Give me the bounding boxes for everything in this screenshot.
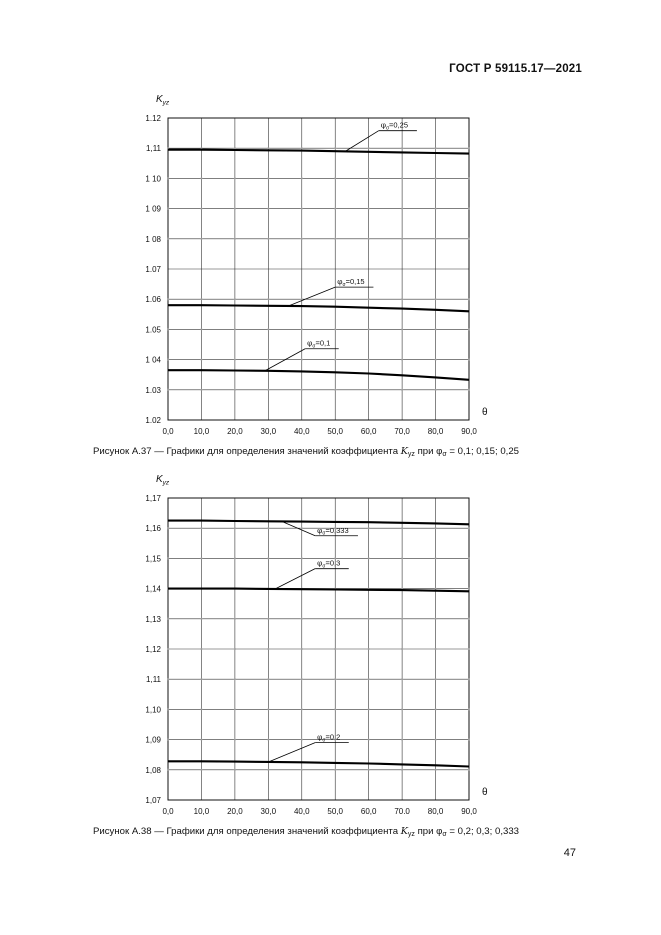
- grid-marker: [334, 238, 336, 240]
- grid-marker: [401, 389, 403, 391]
- grid-marker: [468, 328, 470, 330]
- grid-marker: [234, 147, 236, 149]
- grid-marker: [401, 769, 403, 771]
- grid-marker: [200, 328, 202, 330]
- grid-marker: [167, 618, 169, 620]
- grid-marker: [435, 208, 437, 210]
- y-tick-label: 1 10: [145, 174, 161, 184]
- grid-marker: [301, 557, 303, 559]
- grid-marker: [234, 208, 236, 210]
- grid-marker: [301, 618, 303, 620]
- annotation-label: [381, 121, 408, 132]
- grid-marker: [368, 208, 370, 210]
- grid-marker: [334, 359, 336, 361]
- grid-marker: [200, 678, 202, 680]
- y-tick-label: 1,15: [145, 554, 161, 564]
- x-tick-label: 30,0: [260, 427, 277, 436]
- x-tick-label: 0,0: [162, 807, 174, 816]
- chart-a38: [0, 466, 661, 832]
- grid-marker: [234, 389, 236, 391]
- caption-values: = 0,1; 0,15; 0,25: [449, 446, 519, 457]
- chart-a38-svg: [0, 466, 661, 832]
- grid-marker: [234, 177, 236, 179]
- y-axis-label-sub: yz: [162, 479, 170, 487]
- caption-symbol: K: [400, 826, 408, 837]
- grid-marker: [301, 769, 303, 771]
- caption-symbol: K: [400, 446, 408, 457]
- x-tick-label: 20,0: [227, 807, 243, 816]
- y-tick-label: 1.07: [145, 265, 161, 274]
- series-line: [168, 521, 469, 525]
- annotation-value: =0,3: [325, 558, 341, 568]
- grid-marker: [368, 328, 370, 330]
- grid-marker: [401, 359, 403, 361]
- grid-marker: [334, 618, 336, 620]
- grid-marker: [200, 389, 202, 391]
- y-tick-label: 1 08: [145, 234, 161, 244]
- grid-marker: [234, 618, 236, 620]
- annotation-label: [307, 339, 330, 350]
- y-tick-label: 1.05: [145, 325, 161, 335]
- grid-marker: [301, 147, 303, 149]
- grid-marker: [368, 708, 370, 710]
- grid-marker: [267, 359, 269, 361]
- grid-marker: [234, 557, 236, 559]
- y-tick-label: 1,17: [145, 494, 161, 503]
- x-tick-label: 60,0: [360, 427, 377, 436]
- grid-marker: [267, 648, 269, 650]
- y-axis-label: [156, 94, 170, 107]
- grid-marker: [234, 527, 236, 529]
- y-tick-label: 1,10: [145, 705, 161, 715]
- caption-a37: [93, 446, 519, 458]
- grid-marker: [234, 648, 236, 650]
- annotation-phi: φ: [317, 525, 323, 535]
- grid-marker: [368, 527, 370, 529]
- grid-marker: [234, 298, 236, 300]
- x-tick-label: 0,0: [162, 427, 174, 436]
- annotation-leader: [275, 569, 315, 589]
- grid-marker: [468, 238, 470, 240]
- annotation-value: =0,333: [325, 525, 349, 535]
- grid-marker: [200, 769, 202, 771]
- grid-marker: [167, 527, 169, 529]
- chart-a37: [0, 86, 661, 452]
- annotation-label: [317, 733, 340, 744]
- grid-marker: [334, 708, 336, 710]
- grid-marker: [301, 739, 303, 741]
- grid-marker: [368, 298, 370, 300]
- grid-marker: [435, 557, 437, 559]
- y-tick-label: 1,07: [145, 796, 161, 805]
- annotation-phi: φ: [307, 338, 313, 348]
- grid-marker: [435, 298, 437, 300]
- annotation-leader: [282, 521, 315, 535]
- x-tick-label: 80,0: [427, 427, 444, 436]
- grid-marker: [267, 739, 269, 741]
- grid-marker: [334, 208, 336, 210]
- grid-marker: [435, 739, 437, 741]
- grid-marker: [401, 739, 403, 741]
- grid-marker: [167, 208, 169, 210]
- grid-marker: [468, 147, 470, 149]
- grid-marker: [301, 238, 303, 240]
- annotation-value: =0.2: [325, 732, 341, 742]
- y-axis-label: [156, 474, 170, 487]
- x-tick-label: 60,0: [360, 807, 377, 816]
- annotation-sub: σ: [322, 563, 326, 570]
- y-axis-label-base: K: [156, 474, 163, 485]
- grid-marker: [401, 708, 403, 710]
- grid-marker: [301, 298, 303, 300]
- series-line: [168, 370, 469, 380]
- x-tick-label: 80,0: [427, 807, 444, 816]
- grid-marker: [435, 618, 437, 620]
- grid-marker: [167, 678, 169, 680]
- grid-marker: [435, 238, 437, 240]
- grid-marker: [468, 298, 470, 300]
- grid-marker: [234, 769, 236, 771]
- annotation-leader: [268, 743, 315, 762]
- grid-marker: [200, 298, 202, 300]
- grid-marker: [401, 298, 403, 300]
- grid-marker: [267, 208, 269, 210]
- annotation-leader: [288, 287, 335, 306]
- grid-marker: [435, 527, 437, 529]
- grid-marker: [234, 238, 236, 240]
- grid-marker: [468, 648, 470, 650]
- grid-marker: [267, 298, 269, 300]
- grid-marker: [368, 147, 370, 149]
- grid-marker: [401, 557, 403, 559]
- grid-marker: [267, 557, 269, 559]
- y-axis-label-sub: yz: [162, 99, 170, 107]
- grid-marker: [435, 678, 437, 680]
- grid-marker: [267, 147, 269, 149]
- grid-marker: [401, 238, 403, 240]
- y-tick-label: 1,11: [146, 144, 161, 154]
- grid-marker: [200, 648, 202, 650]
- y-tick-label: 1,12: [145, 645, 161, 654]
- y-tick-label: 1.03: [145, 385, 161, 395]
- grid-marker: [234, 359, 236, 361]
- y-tick-label: 1,13: [145, 614, 161, 624]
- grid-marker: [468, 708, 470, 710]
- grid-marker: [368, 618, 370, 620]
- grid-marker: [301, 208, 303, 210]
- y-tick-label: 1 04: [145, 355, 161, 365]
- annotation-sub: σ: [322, 530, 326, 537]
- grid-marker: [468, 769, 470, 771]
- grid-marker: [167, 177, 169, 179]
- grid-marker: [435, 769, 437, 771]
- grid-marker: [334, 769, 336, 771]
- grid-marker: [301, 389, 303, 391]
- x-tick-label: 10,0: [193, 807, 210, 816]
- x-tick-label: 90,0: [461, 427, 477, 436]
- grid-marker: [468, 527, 470, 529]
- grid-marker: [368, 739, 370, 741]
- annotation-value: =0,25: [389, 120, 409, 130]
- grid-marker: [468, 618, 470, 620]
- caption-middle: при: [417, 826, 434, 837]
- grid-marker: [435, 359, 437, 361]
- y-tick-label: 1,08: [145, 765, 161, 775]
- caption-phi-sub: σ: [442, 451, 447, 458]
- grid-marker: [200, 527, 202, 529]
- grid-marker: [401, 648, 403, 650]
- annotation-sub: σ: [312, 343, 316, 350]
- grid-marker: [200, 177, 202, 179]
- grid-marker: [234, 328, 236, 330]
- grid-marker: [267, 527, 269, 529]
- grid-marker: [234, 739, 236, 741]
- grid-marker: [435, 177, 437, 179]
- grid-marker: [401, 328, 403, 330]
- grid-marker: [167, 769, 169, 771]
- grid-marker: [334, 328, 336, 330]
- grid-marker: [334, 298, 336, 300]
- annotation-sub: σ: [342, 281, 346, 288]
- grid-marker: [267, 177, 269, 179]
- grid-marker: [468, 208, 470, 210]
- y-tick-label: 1,11: [146, 675, 161, 685]
- grid-marker: [167, 328, 169, 330]
- grid-marker: [368, 769, 370, 771]
- grid-marker: [167, 359, 169, 361]
- grid-marker: [167, 389, 169, 391]
- x-axis-label: θ: [482, 407, 488, 418]
- y-axis-label-base: K: [156, 94, 163, 105]
- grid-marker: [267, 618, 269, 620]
- annotation-phi: φ: [317, 558, 323, 568]
- x-tick-label: 70.0: [394, 807, 410, 816]
- grid-marker: [435, 708, 437, 710]
- grid-marker: [301, 359, 303, 361]
- annotation-phi: φ: [380, 120, 386, 130]
- annotation-phi: φ: [337, 277, 343, 287]
- grid-marker: [334, 678, 336, 680]
- y-tick-label: 1,09: [145, 735, 161, 745]
- x-tick-label: 70,0: [394, 427, 410, 436]
- grid-marker: [468, 739, 470, 741]
- x-tick-label: 40,0: [293, 427, 310, 436]
- x-tick-label: 30,0: [260, 807, 277, 816]
- grid-marker: [200, 238, 202, 240]
- annotation-phi: φ: [317, 732, 323, 742]
- y-tick-label: 1.06: [145, 295, 161, 305]
- series-line: [168, 761, 469, 766]
- series-line: [168, 150, 469, 154]
- grid-marker: [435, 389, 437, 391]
- grid-marker: [468, 588, 470, 590]
- grid-marker: [435, 648, 437, 650]
- grid-marker: [368, 177, 370, 179]
- grid-marker: [368, 389, 370, 391]
- grid-marker: [401, 208, 403, 210]
- y-tick-label: 1,16: [145, 524, 161, 534]
- grid-marker: [468, 359, 470, 361]
- grid-marker: [435, 588, 437, 590]
- grid-marker: [334, 147, 336, 149]
- grid-marker: [200, 739, 202, 741]
- grid-marker: [368, 238, 370, 240]
- y-tick-label: 1 09: [145, 204, 161, 214]
- grid-marker: [468, 678, 470, 680]
- chart-a37-svg: [0, 86, 661, 452]
- grid-marker: [167, 708, 169, 710]
- caption-prefix: Рисунок А.38 — Графики для определения значений коэффициента: [93, 826, 399, 837]
- grid-marker: [435, 147, 437, 149]
- grid-marker: [301, 708, 303, 710]
- grid-marker: [200, 708, 202, 710]
- annotation-label: [317, 559, 340, 570]
- grid-marker: [368, 648, 370, 650]
- grid-marker: [401, 177, 403, 179]
- grid-marker: [267, 389, 269, 391]
- grid-marker: [368, 557, 370, 559]
- caption-phi: φ: [436, 826, 443, 837]
- caption-symbol-sub: yz: [407, 831, 415, 838]
- grid-marker: [234, 708, 236, 710]
- y-tick-label: 1.02: [145, 416, 161, 425]
- grid-marker: [200, 618, 202, 620]
- annotation-value: =0,1: [315, 338, 331, 348]
- caption-phi-sub: σ: [442, 831, 447, 838]
- x-tick-label: 40,0: [293, 807, 310, 816]
- grid-marker: [368, 678, 370, 680]
- grid-marker: [368, 359, 370, 361]
- grid-marker: [435, 328, 437, 330]
- grid-marker: [301, 328, 303, 330]
- grid-marker: [200, 557, 202, 559]
- grid-marker: [334, 389, 336, 391]
- grid-marker: [267, 769, 269, 771]
- grid-marker: [200, 208, 202, 210]
- y-tick-label: 1,14: [145, 584, 161, 594]
- grid-marker: [200, 359, 202, 361]
- x-axis-label: θ: [482, 787, 488, 798]
- x-tick-label: 50,0: [327, 807, 344, 816]
- grid-marker: [401, 678, 403, 680]
- grid-marker: [468, 557, 470, 559]
- caption-a38: [93, 826, 519, 838]
- annotation-sub: σ: [385, 125, 390, 132]
- grid-marker: [401, 147, 403, 149]
- caption-values: = 0,2; 0,3; 0,333: [449, 826, 519, 837]
- grid-marker: [468, 389, 470, 391]
- grid-marker: [468, 177, 470, 179]
- grid-marker: [301, 177, 303, 179]
- x-tick-label: 10,0: [193, 427, 210, 436]
- caption-prefix: Рисунок А.37 — Графики для определения значений коэффициента: [93, 446, 399, 457]
- grid-marker: [167, 298, 169, 300]
- x-tick-label: 20,0: [227, 427, 243, 436]
- grid-marker: [301, 527, 303, 529]
- series-line: [168, 589, 469, 592]
- grid-marker: [301, 648, 303, 650]
- grid-marker: [401, 618, 403, 620]
- grid-marker: [167, 557, 169, 559]
- x-tick-label: 90,0: [461, 807, 477, 816]
- series-line: [168, 305, 469, 311]
- grid-marker: [167, 648, 169, 650]
- grid-marker: [234, 678, 236, 680]
- caption-symbol-sub: yz: [407, 451, 415, 458]
- annotation-label: [317, 526, 349, 537]
- grid-marker: [267, 328, 269, 330]
- x-tick-label: 50,0: [327, 427, 344, 436]
- grid-marker: [167, 739, 169, 741]
- grid-marker: [267, 678, 269, 680]
- page-number: 47: [563, 847, 576, 859]
- grid-marker: [267, 708, 269, 710]
- grid-marker: [334, 177, 336, 179]
- grid-marker: [301, 678, 303, 680]
- grid-marker: [334, 648, 336, 650]
- caption-phi: φ: [436, 446, 443, 457]
- annotation-value: =0,15: [345, 277, 365, 287]
- grid-marker: [401, 527, 403, 529]
- document-header: ГОСТ Р 59115.17—2021: [449, 63, 582, 75]
- annotation-sub: σ: [322, 737, 326, 744]
- caption-middle: при: [417, 446, 434, 457]
- grid-marker: [267, 238, 269, 240]
- y-tick-label: 1.12: [145, 114, 161, 123]
- annotation-label: [337, 277, 364, 288]
- grid-marker: [167, 238, 169, 240]
